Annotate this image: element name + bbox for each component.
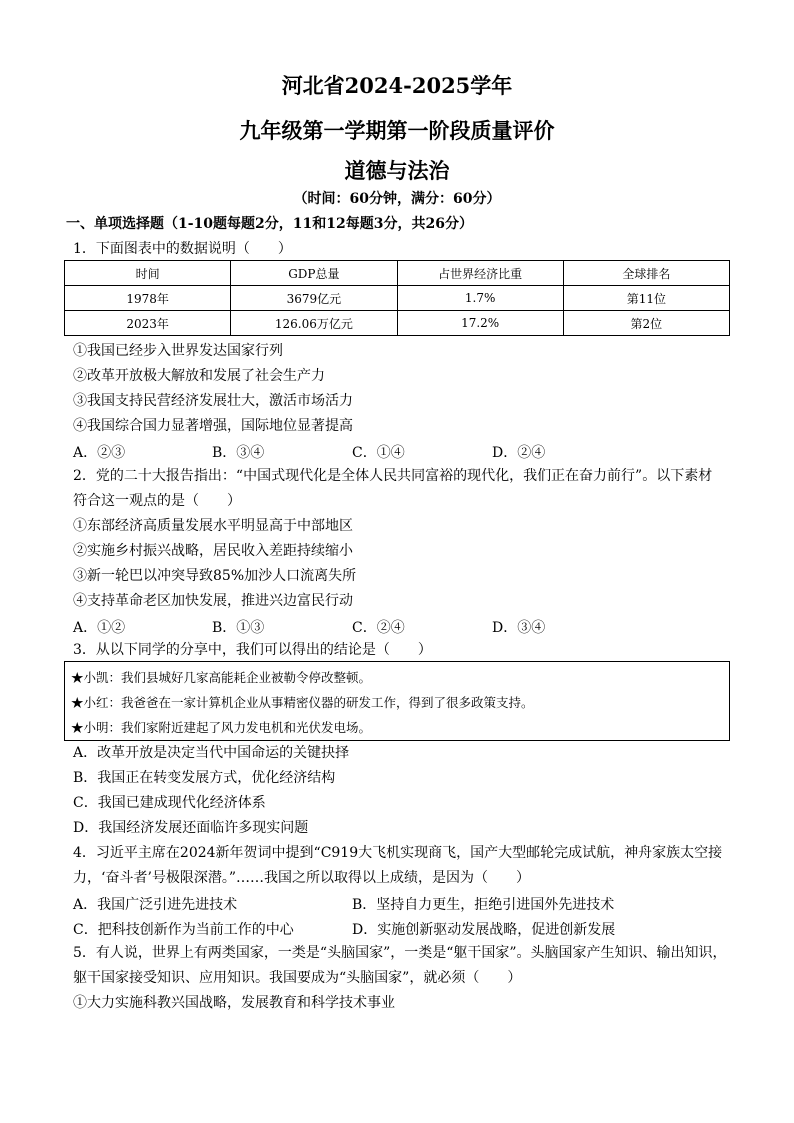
question-5-stem-line2: 躯干国家接受知识、应用知识。我国要成为“头脑国家”，就必须（ ）: [73, 970, 522, 986]
quote-xiaohong: ★小红：我爸爸在一家计算机企业从事精密仪器的研发工作，得到了很多政策支持。: [71, 695, 534, 710]
q2-item-2: ②实施乡村振兴战略，居民收入差距持续缩小: [73, 543, 353, 559]
quote-xiaoming: ★小明：我们家附近建起了风力发电机和光伏发电场。: [71, 720, 372, 735]
question-2-stem-line1: 2．党的二十大报告指出：“中国式现代化是全体人民共同富裕的现代化，我们正在奋力前行”。以下素材: [73, 468, 713, 484]
q4-option-c: C．把科技创新作为当前工作的中心: [73, 922, 294, 938]
table-row: [65, 311, 730, 336]
q2-item-4: ④支持革命老区加快发展，推进兴边富民行动: [73, 593, 353, 609]
table-cell: 17.2%: [397, 311, 563, 336]
q3-option-c: C．我国已建成现代化经济体系: [73, 795, 266, 811]
q1-item-2: ②改革开放极大解放和发展了社会生产力: [73, 368, 325, 384]
student-quotes-box: [64, 661, 730, 741]
gdp-table: [64, 260, 730, 336]
question-2-stem-line2: 符合这一观点的是（ ）: [73, 493, 241, 509]
table-header-cell: 时间: [65, 261, 231, 286]
exam-time-score: （时间：60分钟，满分：60分）: [293, 191, 501, 207]
question-4-stem-line2: 力，‘奋斗者’号极限深潜。”……我国之所以取得以上成绩，是因为（ ）: [73, 870, 531, 886]
q1-option-a: A．②③: [73, 445, 126, 461]
q1-item-1: ①我国已经步入世界发达国家行列: [73, 343, 283, 359]
q5-item-1: ①大力实施科教兴国战略，发展教育和科学技术事业: [73, 995, 395, 1011]
q4-option-b: B．坚持自力更生，拒绝引进国外先进技术: [352, 897, 615, 913]
table-cell: 126.06万亿元: [231, 311, 397, 336]
q1-option-b: B．③④: [212, 445, 265, 461]
q2-option-a: A．①②: [73, 620, 126, 636]
table-cell: 1.7%: [397, 286, 563, 311]
table-header-cell: GDP总量: [231, 261, 397, 286]
q2-option-c: C．②④: [352, 620, 405, 636]
question-5-stem-line1: 5．有人说，世界上有两类国家，一类是“头脑国家”，一类是“躯干国家”。头脑国家产生知识、输出知识，: [73, 945, 727, 961]
table-row: [65, 286, 730, 311]
table-cell: 1978年: [65, 286, 231, 311]
q1-item-3: ③我国支持民营经济发展壮大，激活市场活力: [73, 393, 353, 409]
table-cell: 3679亿元: [231, 286, 397, 311]
q3-option-a: A．改革开放是决定当代中国命运的关键抉择: [73, 745, 350, 761]
q2-option-d: D．③④: [492, 620, 546, 636]
quote-xiaokai: ★小凯：我们县城好几家高能耗企业被勒令停改整顿。: [71, 670, 372, 685]
q3-option-d: D．我国经济发展还面临许多现实问题: [73, 820, 309, 836]
question-3-stem: 3．从以下同学的分享中，我们可以得出的结论是（ ）: [73, 642, 432, 658]
table-header-cell: 全球排名: [563, 261, 729, 286]
q4-option-a: A．我国广泛引进先进技术: [73, 897, 238, 913]
q4-option-d: D．实施创新驱动发展战略，促进创新发展: [352, 922, 616, 938]
q2-item-3: ③新一轮巴以冲突导致85%加沙人口流离失所: [73, 568, 357, 584]
q2-option-b: B．①③: [212, 620, 265, 636]
exam-title-region: 河北省2024-2025学年: [281, 73, 513, 98]
q1-item-4: ④我国综合国力显著增强，国际地位显著提高: [73, 418, 353, 434]
exam-title-subject: 道德与法治: [344, 158, 450, 183]
section-heading: 一、单项选择题（1-10题每题2分，11和12每题3分，共26分）: [66, 216, 473, 232]
q3-option-b: B．我国正在转变发展方式，优化经济结构: [73, 770, 336, 786]
exam-title-grade: 九年级第一学期第一阶段质量评价: [239, 118, 555, 143]
table-cell: 第11位: [563, 286, 729, 311]
q1-option-c: C．①④: [352, 445, 405, 461]
q1-option-d: D．②④: [492, 445, 546, 461]
question-1-stem: 1．下面图表中的数据说明（ ）: [73, 241, 292, 257]
question-4-stem-line1: 4．习近平主席在2024新年贺词中提到“C919大飞机实现商飞，国产大型邮轮完成试航，神舟家族太空接: [73, 845, 723, 861]
q2-item-1: ①东部经济高质量发展水平明显高于中部地区: [73, 518, 353, 534]
table-header-cell: 占世界经济比重: [397, 261, 563, 286]
table-header-row: [65, 261, 730, 286]
table-cell: 2023年: [65, 311, 231, 336]
table-cell: 第2位: [563, 311, 729, 336]
